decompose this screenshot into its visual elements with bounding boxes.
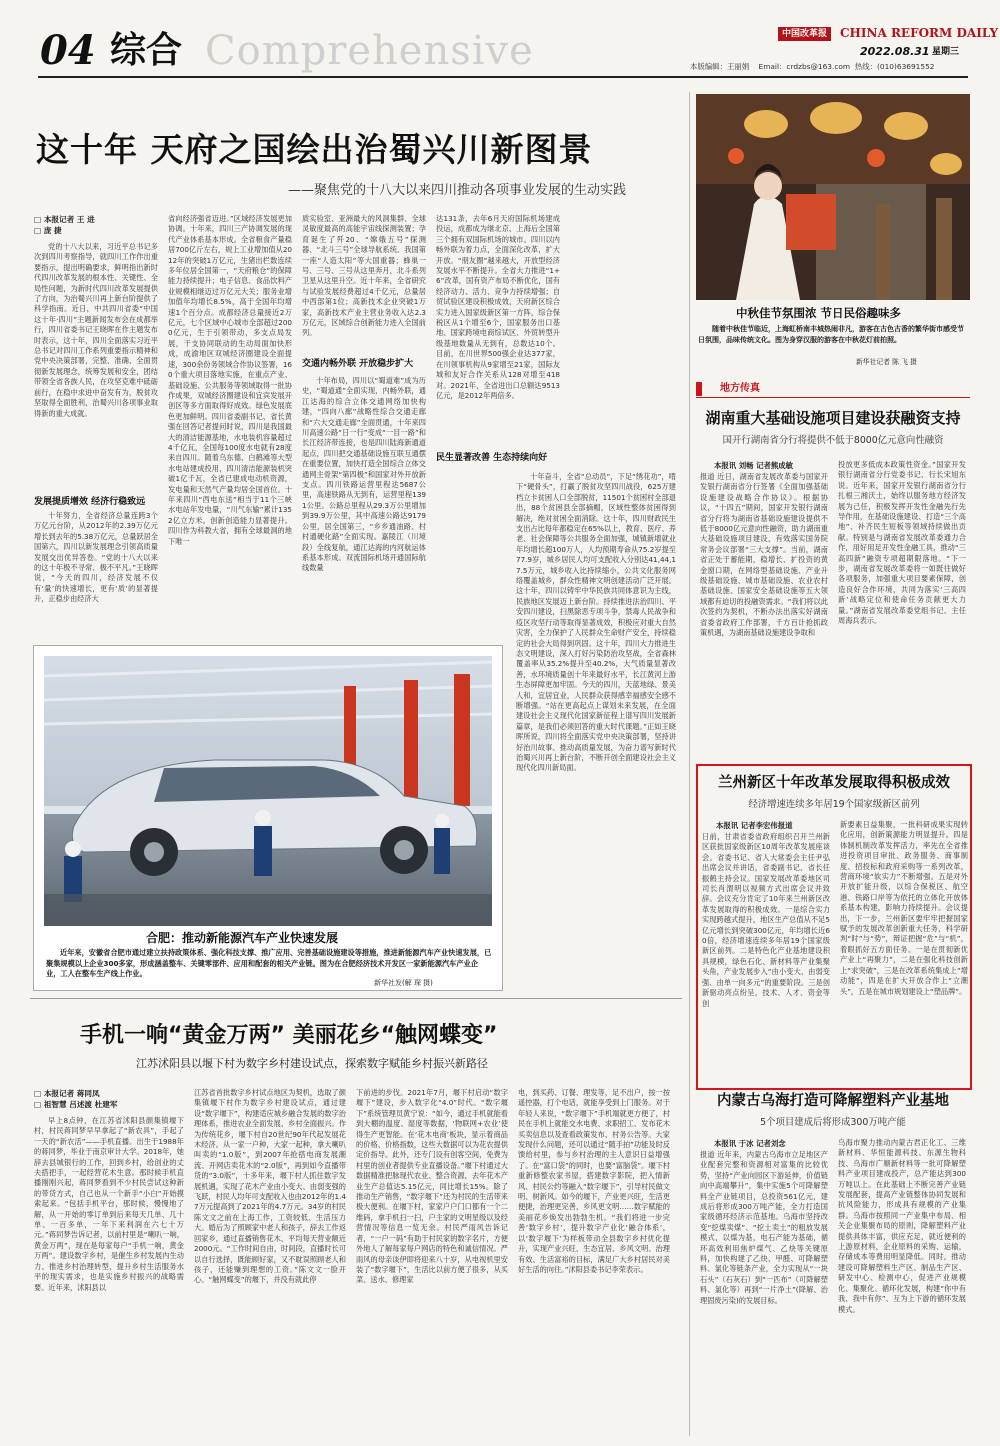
local-news-label-text: 地方传真 bbox=[720, 383, 760, 394]
column-divider bbox=[689, 92, 690, 1436]
lead-col1-text-b: 十年努力，全省经济总量连跨3个万亿元台阶，从2012年的2.39万亿元增长到去年的5.38万亿元，总量跃居全国第六，四川以新发展理念引领高质量发展交出优异答卷。“党的十八大以来的这十年极不寻常、极不平凡。”王晓晖说，“今天的四川，经济发展不仅有‘量’的快速增长，更有‘质’的显著提升，正稳步由经济大 bbox=[34, 511, 158, 604]
lead-col1-text: 党的十八大以来，习近平总书记多次到四川考察指导，就四川工作作出重要指示，提出明确要求，鲜明指出新时代四川改革发展的根本性、关键性、全局性问题，为新时代四川改革发展提供了方向，为治蜀兴川再上新台阶提供了科学指南。近日，中共四川省委“中国这十年·四川”主题新闻发布会在成都举行，四川省委书记王晓晖在作主题发布时表示，这十年，四川全面落实习近平总书记对四川工作系列重要指示精神和党中央决策部署，完整、准确、全面贯彻新发展理念，统筹发展和安全，团结带领全省各族人民，在攻坚克难中砥砺前行，在稳中求进中奋发有为，脱贫攻坚取得全面胜利，治蜀兴川各项事业取得新的重大成就。 bbox=[34, 242, 158, 418]
editor-line: 本版编辑：王丽娟 Email：crdzbs@163.com 热线：(010)63691552 bbox=[690, 62, 935, 71]
second-col4-text: 电，到买药、订餐、理发等，足不出户，按一按遥控器，打个电话，就能享受到上门服务。对于年轻人来说，“数字堰下”手机端就更方便了，村民在手机上就能交水电费、求职招工、发布花木买卖信息以及查看政策发布、村务公告等。大家发现什么问题，还可以通过“随手拍”功能及时反馈给村里，参与乡村治理的主人意识日益增强了。在“富口袋”的同时，也要“富脑袋”。堰下村重新修整农家书屋，搭建数字影院，把入情新风、村民公约等融入“数字堰下”，引导村民做文明、树新风。如今的堰下，产业更兴旺，生活更便捷，治理更完善，乡风更文明……数字赋能的美丽花乡焕发出勃勃生机。“我们将进一步完善‘数字乡村’，提升数字产业化‘融合体系’，以‘数字堰下’为样板带动全县数字乡村优化提升，实现产业兴旺、生态宜居、乡风文明、治理有效、生活富裕的目标，满足广大乡村居民对美好生活的向往。”沭阳县委书记李荣表示。 bbox=[518, 1088, 670, 1274]
right-photo-heading: 中秋佳节氛围浓 节日民俗趣味多 bbox=[736, 306, 902, 320]
neimeng-col1-text: 报道 近年来，内蒙古乌海市立足地区产业配套完整和资源相对富集的比较优势，坚持“产业向园区下游延伸，价值链向中高端攀升”，集中实施5个可降解塑料全产业链项目，总投资561亿元，建成后将形成300万吨产能，全力打造国家级循环经济示范基地。乌海市坚持改变“挖煤卖煤”、“挖土卖土”的粗放发展模式，以煤为基，电石产能为基础，循环高效利用焦炉煤气、乙炔等关键原料，加快构建了乙炔、甲醛、可降解塑料、氯化等链条产业，全力实现从“一块石头”（石灰石）到“一匹布”（可降解塑料、氯化等）再到“一片净土”(降解、治理固废污染)的发展目标。 bbox=[700, 1150, 828, 1305]
lead-headline: 这十年 天府之国绘出治蜀兴川新图景 bbox=[36, 130, 593, 169]
paper-name-en: CHINA REFORM DAILY bbox=[840, 26, 999, 40]
lead-col3-text-b: 十年布局，四川以“蜀道难”成为历史，“蜀道通”全面实现，内畅外联，通江达海的综合立体交通网络加快构建，“四向八廊”战略性综合交通走廊和“六大交通走廊”全面贯通，十年来四川高速公路“日一行”变成“一目一路”和长江经济带连接，也是四川陆海新通道起点，四川把交通基础设施互联互通摆在重要位置，加快打造全国综合立体交通网主骨架“第四极”和国家对外开放新支点。四川铁路运营里程达5687公里，高速铁路从无到有，运营里程1391公里。公路总里程从29.3万公里增加到39.9万公里，其中高速公路达9179公里，居全国第三，“乡乡通油路、村村通硬化路”全面实现。嘉陵江（川境段）全线复航，通江达海的内河航运体系基本形成。双流国际机场开通国际航线数量 bbox=[302, 376, 426, 573]
hunan-article bbox=[696, 402, 970, 756]
mid-autumn-lantern-photo bbox=[696, 94, 970, 300]
hefei-photo-caption: 近年来，安徽省合肥市通过建立扶持政策体系、强化科技支撑、推广应用、完善基础设施建设等措施，推进新能源汽车产业快速发展，已聚集规模以上企业300多家，形成涵盖整车、关键零部件、应用和配套的相关产业链。图为在合肥经济技术开发区一家新能源汽车产业企业，工人在整车生产线上作业。 bbox=[46, 948, 492, 979]
lead-col4-continued: 十年奋斗，全省“总动员”，下足“绣花功”，啃下“硬骨头”，打赢了脱贫攻坚四川战役，625万建档立卡贫困人口全部脱贫，11501个贫困村全部退出，88个贫困县全部摘帽，区域性整体贫困得到解决，绝对贫困全面消除。这十年，四川财政民生支出占比每年都稳定在65%以上，教育、医疗、养老、社会保障等公共服务全面加强，城镇新增就业年均增长超100万人，人均预期寿命从75.2岁提至77.9岁，城乡居民人均可支配收入分别达41,44,17.5万元，城乡收入比持续缩小，公共文化服务网络覆盖城乡，群众性精神文明创建活动广泛开展。这十年，四川以铸牢中华民族共同体意识为主线，民族地区发展迈上新台阶。持续推进法治四川、平安四川建设，扫黑除恶专项斗争，禁毒人民战争和疫区攻坚行动等取得显著成效，积极应对重大自然灾害，全力保护了人民群众生命财产安全，持续稳定的社会大局得到巩固。这十年，四川大力推进生态文明建设，深入打好污染防治攻坚战，全省森林覆盖率从35.2%提升至40.2%，大气质量显著改善，水环境质量创十年来最好水平，长江黄河上游生态屏障更加牢固。今天的四川，天蓝地绿、景美人和，宜居宜业，人民群众获得感幸福感安全感不断增强。“站在更高起点上谋划未来发展，在全面建设社会主义现代化国家新征程上谱写四川发展新篇章，是我们必须回答的重大时代课题。”正如王晓晖所说，四川将全面落实党中央决策部署，坚持讲好治川故事、推动高质量发展，为奋力谱写新时代治蜀兴川再上新台阶，不断开创全面建设社会主义现代化四川新局面。 bbox=[516, 472, 676, 773]
lanzhou-col2-text: 新要素日益集聚，一批科研成果实现转化应用，创新策源能力明显提升。四是体制机制改革发挥活力，率先在全省推进投资项目审批、政务服务、商事制度、招投标和政府采购等一系列改革，营商环境“软实力”不断增强。五是对外开放扩能升级，以综合保税区、航空港、铁路口岸等为依托的立体化开放体系基本构建，影响力持续提升。会议提出，下一步，兰州新区要牢牢把握国家赋予的发展改革创新重大任务，科学研判“时”与“势”，辩证把握“危”与“机”，着眼抓好五方面任务。一是在贯彻新优产业上“再聚力”，二是在强化科技创新上“求突破”，三是在改革系统集成上“增动能”，四是在扩大开放合作上“立潮头”，五是在城市规划建设上“塑品牌”。 bbox=[840, 820, 968, 996]
second-subheadline: 江苏沭阳县以堰下村为数字乡村建设试点，探索数字赋能乡村振兴新路径 bbox=[136, 1057, 488, 1070]
right-photo-block bbox=[696, 94, 970, 374]
section-divider bbox=[30, 998, 682, 999]
hunan-col1-text: 报道 近日，湖南省发展改革委与国家开发银行湖南省分行签署《全面加强基础设施建设战略合作协议》。根据协议，“十四五”期间，国家开发银行湖南省分行将为湖南省基础设施建设提供不低于8000亿元意向性融资，助力湖南重大基础设施项目建设，有效落实国务院常务会议部署“三大支撑”。当前，湖南省正处于蓄能期，稳增长、扩投资的黄金窗口期，在网络型基础设施、产业升级基础设施、城市基础设施、农业农村基础设施、国家安全基础设施等五大领域都有迫切的投融资需求。“我们将以此次签约为契机，不断办法出落实好湖南省委省政府工作部署，千方百计抢抓政策机遇，为湖南基础设施建设争取和 bbox=[700, 472, 828, 638]
second-byline-2: □ 祖智慧 吕述渡 杜建军 bbox=[34, 1100, 118, 1109]
right-photo-caption: 随着中秋佳节临近，上海虹桥南丰城热闹非凡，游客在古色古香的繁华街市感受节日氛围，品味传统文化。图为身穿汉服的游客在中秋花灯前拍照。 bbox=[698, 325, 964, 344]
hunan-byline: 本报讯 刘畅 记者熊成敏 bbox=[714, 461, 794, 470]
lead-col3-heading: 交通内畅外联 开放稳步扩大 bbox=[302, 359, 414, 369]
hefei-photo-block bbox=[33, 645, 503, 991]
lead-col4-text: 达131条，去年6月天府国际机场建成投运，成都成为继北京、上海后全国第三个拥有双国际机场的城市。四川以内畅外联为着力点，全面深化改革，扩大开放。“朋友圈”越来越大，开放型经济发展水平不断提升。全省大力推进“1+6”改革，国有资产布局不断优化，国有经济动力、活力、竞争力持续增强；自贸试验区建设积极成效，天府新区综合实力进入国家级新区第一方阵，综合保税区从1个增至6个，国家服务出口基地、国家跨境电商综试区、外贸转型升级基地数量从无到有，总数达10个。目前，在川世界500强企业达377家，在川领事机构从9家增至21家，国际友城和友好合作关系从128对增至418对。2021年，全省进出口总额达9513亿元，是2012年两倍多。 bbox=[436, 214, 560, 400]
issue-weekday: 星期三 bbox=[932, 47, 960, 57]
lead-col4-heading: 民生显著改善 生态持续向好 bbox=[436, 453, 548, 463]
hunan-col2-text: 投放更多低成本政策性资金。”国家开发银行湖南省分行党委书记、行长宋旭东说。近年来，国家开发银行湖南省分行扎根三湘沃土，始终以服务地方经济发展为己任，积极发挥开发性金融先行先导作用，在基础设施建设、打造“三个高地”、补齐民生短板等领域持续做出贡献。特别是与湖南省发展改革委通力合作，用好用足开发性金融工具，推动“三高四新”融资专项超期限落地。“下一步，湖南省发展改革委将一如既往做好各项服务，加强重大项目要素保障，创造良好合作环境，共同为落实‘三高四新’战略定位和使命任务贡献更大力量。”湖南省发展改革委党组书记、主任周海兵表示。 bbox=[838, 460, 966, 626]
neimeng-subheadline: 5个项目建成后将形成300万吨产能 bbox=[760, 1117, 906, 1128]
section-title-cn: 综合 bbox=[110, 30, 183, 71]
neimeng-byline: 本报讯 于冰 记者刘念 bbox=[714, 1139, 786, 1148]
second-article bbox=[28, 1000, 688, 1440]
lead-col3-text: 质实验室、亚洲最大的风洞集群、全球灵敏度最高的高能宇宙线探测装置；孕育诞生了歼20、“嫦娥五号”探测器、“北斗三号”全球导航系统、我国第一座“人造太阳”等大国重器；蜂巢一号、三号、三号从这里奔月，北斗系列卫星从这里升空。近十年来，全省研究与试验发展经费超过4千亿元，总量居中西部第1位；高新技术企业突破1万家，高新技术产业主营业务收入达2.3万亿元，区域综合创新能力进入全国前列。 bbox=[302, 214, 426, 338]
second-byline-1: □ 本报记者 蒋同凤 bbox=[34, 1089, 100, 1098]
lead-subheadline: ——聚焦党的十八大以来四川推动各项事业发展的生动实践 bbox=[288, 183, 627, 198]
second-col1-text: 早上8点钟，在江苏省沭阳县颜集镇堰下村，村民蒋同梦早早拿起了“新农具”，手起了一天的“新农活”——手机直播。出生于1988年的蒋同梦，毕业于南京审计大学。2018年，她辞去县城银行的工作，回到乡村，给创业的丈夫搭把手，一起经营花木生意。那时候手机直播刚刚兴起，蒋同梦看到不少村民尝试这种新的带货方式，自己也从一个新手“小白”开始摸索起来。“包括手机平台，那时候，慢慢地了解，从一开始的零订单到后来每天几单、几十单、一百多单，一年下来利润在六七十万元。”蒋同梦告诉记者，以前村里是“喇叭一响，黄金万两”，现在是每家每户“手机一响，黄金万两”。建设数字乡村，是催生乡村发展内生动力、推进乡村治理转型、提升乡村生活服务水平的现实需求，也是实施乡村振兴的战略需要。近年来，沭阳县以 bbox=[34, 1116, 184, 1292]
second-col2-text: 江苏省首批数字乡村试点地区为契机，选取了颜集镇堰下村作为数字乡村建设试点，通过建设“数字堰下”，构建适应城乡融合发展的数字治理体系，推进农业全面发展、乡村全面振兴。作为传统花乡，堰下村自20世纪90年代起发展花木经济。从一家一户种，大家一起种，拿大喇叭叫卖的“1.0版”，到2007年抢搭电商发展潮流、开网店卖花木的“2.0版”，再到如今直播带货的“3.0版”，十多年来，堰下村人抓住数字发展机遇，实现了花木产业由小变大、由弱变强的飞跃，村民人均年可支配收入也由2012年的1.47万元提高到了2021年的4.7万元。34岁的村民陈文文之前在上海工作，工资较低、生活压力大。婚后为了照顾家中老人和孩子，辞去工作返回家乡，通过直播销售花木，平均每天营业额近2000元。“工作时间自由，时间段，直播时长可以自行选择，既能顾好家，又不耽误照顾老人和孩子，还能赚到理想的工资。”陈文文一脸开心。“触网蝶变”的堰下，并没有就此停 bbox=[194, 1088, 346, 1285]
section-title-en: Comprehensive bbox=[205, 28, 534, 74]
neimeng-col2-text: 乌海市聚力推动内蒙古君正化工、三维新材料、华恒能源科技、东源生物科技、乌海市广顺新材料等一批可降解塑料产业项目建成投产，总产能达到300万吨以上。在此基础上不断完善产业链发展配套，提高产业链整体协同发展和抗风险能力，形成具有规模的产业集群。乌海市按照同一产业集中布局、相关企业集聚布局的原则，降解塑料产业提供具体丰富，供应充足，就近便利的上游原材料，企业原料的采购、运输，存储成本等费用明显降低。同时，推动建设可降解塑料生产区、制品生产区、研发中心、检测中心，促进产业规模化、集聚化、循环化发展，构建“你中有我、我中有你”、互为上下游的循环发展模式。 bbox=[838, 1138, 966, 1314]
second-col3-text: 下前进的步伐。2021年7月，堰下村启动“数字堰下”建设，步入数字化“4.0”时代。“数字堰下”系统管理员黄宁说：“如今，通过手机就能看到大棚的温度、湿度等数据，‘物联网+农业’使得生产更智能。在‘花木电商’板块，显示着商品的价格、价格指数，这些大数据可以为花农提供定价指导。此外，还专门设有创客空间，免费为村里的创业者提供专业直播设备。”堰下村通过大数据精准把脉现代农业、整合资源，去年花木产业生产总值达5.15亿元，同比增长15%。除了推动生产销售，“数字堰下”还为村民的生活带来极大便利。在堰下村，家家户户门口都有一个二维码，拿手机扫一扫，户主家的文明星级以及经营情况等信息一览无余。村民严雨风告诉记者，“一户一码”有助于村民家的数字名片，方便外地人了解每家每户网店的特色和诚信情况。严雨风的母亲谈伊即将迎来八十岁，从电视机里安装了“数字堰下”，生活比以前方便了很多，从买菜、送水、修理家 bbox=[356, 1088, 508, 1285]
hefei-ev-factory-photo bbox=[44, 656, 492, 926]
right-photo-credit: 新华社记者 陈 飞 摄 bbox=[856, 358, 917, 366]
paper-logo-cn: 中国改革报 bbox=[778, 27, 831, 41]
lead-col2-text: 省向经济强省迈进。”区域经济发展更加协调。十年来，四川三产协调发展的现代产业体系基本形成。全省粮食产量稳居700亿斤左右，规上工业增加值从2012年的突破1万亿元，生猪出栏数连续多年位居全国第一，“天府粮仓”的保障能力持续提升；电子信息、食品饮料产业规模相继迈过万亿元大关；服务业增加值年均增长8.5%，高于全国年均增速1个百分点。成都经济总量接近2万亿元，七个区域中心城市全部超过2000亿元，生于引领带动，多支点局发展，干支协同联动的生动局面加快形成，成渝地区双城经济圈建设全面提速，300余份务领域合作协议签署，160个重大项目落地实施，在重点产业、基础设施、公共服务等领域取得一批协作成果，双城经济圈建设和宜宾发展开创区等多方面取得好成效。绿色发展底色更加鲜明。四川省委副书记、省长黄强在回答记者提问时说，四川是我国最大的清洁能源基地，水电装机容量超过4千亿瓦，全国每100度水电就有28度来自四川。随着乌东德、白鹤滩等大型水电站建成投用，四川清洁能源装机突破1亿千瓦，全省已建成电动机资源，发电量和天然气产量均居全国首位。十年来四川“西电东送”相当于11个三峡水电站年发电量，“川气东输”累计1352亿立方米。创新创造能力显著提升。四川作为科教大省，拥有全球最洞的地下唯一 bbox=[168, 214, 292, 546]
lead-byline-2: □ 庞 捷 bbox=[34, 226, 62, 235]
neimeng-headline: 内蒙古乌海打造可降解塑料产业基地 bbox=[717, 1093, 949, 1109]
lanzhou-article bbox=[696, 764, 972, 1090]
page-number: 04 bbox=[40, 27, 96, 74]
local-news-label bbox=[696, 380, 970, 398]
masthead bbox=[0, 0, 1000, 78]
lanzhou-col1-text: 日前，甘肃省委省政府组织召开兰州新区获批国家级新区10周年改革发展座谈会。省委书记、省人大常委会主任尹弘出席会议并讲话，省委副书记、省长任振鹤主持会议。国家发展改革委地区司司长肖渭明以视频方式出席会议并致辞。会议充分肯定了10年来兰州新区改革发展取得的积极成效。一是综合实力实现跨越式提升，地区生产总值从不足5亿元增长到突破300亿元，年均增长近60倍，经济增速连续多年居19个国家级新区前列。二是特色化产业基地建设积具规模，绿色石化、新材料等产业集聚头角，产业发展步入“由小变大、由弱变强、由单一向多元”的重要阶段。三是创新驱动亮点纷呈，技术、人才、资金等创 bbox=[702, 832, 830, 1008]
hunan-headline: 湖南重大基础设施项目建设获融资支持 bbox=[705, 409, 961, 427]
lanzhou-byline: 本报讯 记者李宏伟报道 bbox=[716, 821, 793, 830]
hunan-subheadline: 国开行湖南省分行将提供不低于8000亿元意向性融资 bbox=[722, 435, 944, 446]
masthead-rule bbox=[38, 76, 968, 78]
lanzhou-subheadline: 经济增速连续多年居19个国家级新区前列 bbox=[748, 799, 920, 810]
issue-date: 2022.08.31 bbox=[860, 45, 930, 58]
hefei-photo-heading: 合肥：推动新能源汽车产业快速发展 bbox=[146, 931, 339, 945]
hefei-photo-credit: 新华社发(解 琛 摄) bbox=[374, 979, 433, 987]
second-headline: 手机一响“黄金万两” 美丽花乡“触网蝶变” bbox=[80, 1023, 498, 1048]
neimeng-article bbox=[696, 1092, 970, 1438]
lead-col1-heading: 发展提质增效 经济行稳致远 bbox=[34, 497, 146, 507]
lead-byline-1: □ 本报记者 王 进 bbox=[34, 215, 95, 224]
lanzhou-headline: 兰州新区十年改革发展取得积极成效 bbox=[718, 775, 950, 791]
